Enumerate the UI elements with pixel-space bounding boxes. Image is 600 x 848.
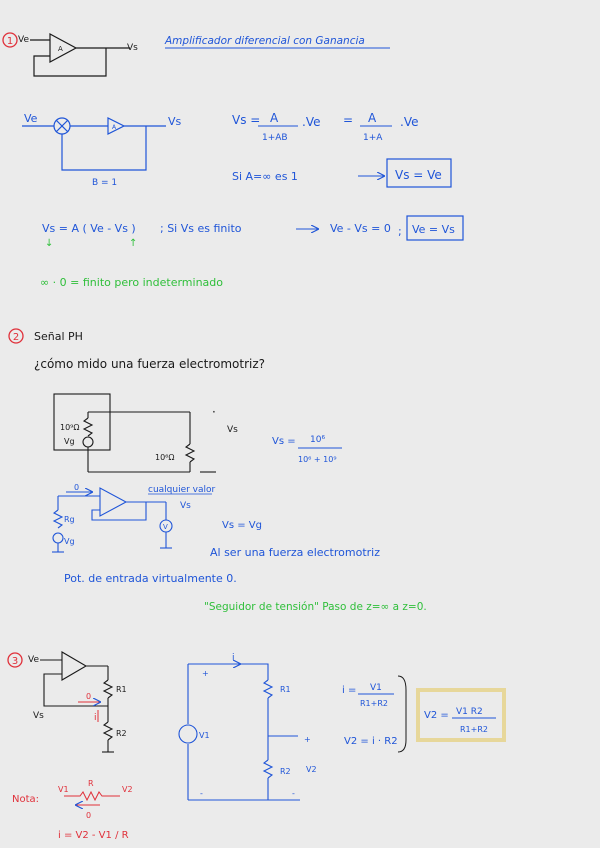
amp-current-i: i: [94, 713, 97, 723]
al-ser-note: Al ser una fuerza electromotriz: [210, 546, 380, 559]
source-v1: [179, 725, 197, 743]
eq-ve2: .Ve: [400, 115, 419, 129]
circuit-v2-plus: +: [304, 735, 311, 744]
note-formula: i = V2 - V1 / R: [58, 830, 129, 841]
current-zero-label: 0: [74, 483, 80, 492]
eq-difference-zero: Ve - Vs = 0: [330, 222, 391, 235]
eq-separator: ;: [398, 225, 402, 238]
opamp-gain-label: A: [58, 45, 63, 53]
divider-lhs: Vs =: [272, 436, 296, 447]
ph-probe-circuit: [54, 394, 216, 472]
note-label: Nota:: [12, 794, 40, 805]
emf-question: ¿cómo mido una fuerza electromotriz?: [34, 357, 266, 371]
source-minus: -: [200, 789, 203, 798]
note-r: R: [88, 779, 94, 788]
divider-r2: [264, 760, 272, 778]
follower-opamp: [100, 488, 126, 516]
note-resistor: [64, 792, 120, 800]
divider-r1: [264, 680, 272, 698]
source-vg: [83, 437, 93, 447]
arrow-down-mark: ↓: [45, 238, 54, 249]
circuit-r1-label: R1: [280, 685, 291, 694]
amp-current-zero: 0: [86, 692, 92, 701]
r-load-label: 10⁶Ω: [155, 453, 175, 462]
feedback-block-diagram: [22, 118, 166, 170]
divider-num: 10⁶: [310, 435, 326, 445]
circuit-v1-label: V1: [199, 731, 210, 740]
indeterminate-note: ∞ · 0 = finito pero indeterminado: [40, 276, 223, 289]
amp-r2-label: R2: [116, 729, 127, 738]
block-in-label: Ve: [24, 112, 38, 125]
block-gain-label: A: [112, 124, 117, 131]
i-den: R1+R2: [360, 699, 388, 708]
circuit-r2-label: R2: [280, 767, 291, 776]
section-1-title: Amplificador diferencial con Ganancia: [165, 35, 365, 47]
r-top-label: 10⁹Ω: [60, 423, 80, 432]
follower-note: "Seguidor de tensión" Paso de z=∞ a z=0.: [204, 601, 427, 613]
eq-if-infinite: Si A=∞ es 1: [232, 170, 298, 183]
section-number: 3: [11, 656, 19, 667]
resistor-rg: [54, 510, 62, 528]
eq-equals: =: [343, 113, 354, 127]
i-lhs: i =: [342, 685, 357, 696]
section-number: 2: [12, 332, 20, 343]
divider-top-wire: [188, 664, 268, 680]
vs-label: Vs: [227, 425, 238, 435]
eq-a2: A: [368, 111, 377, 125]
circuit-v2-label: V2: [306, 765, 317, 774]
meter-label: V: [163, 523, 168, 531]
opamp-feedback-wire: [34, 48, 106, 76]
probe-box: [54, 394, 110, 450]
opamp-follower-diagram: [30, 34, 130, 76]
eq-ve1: .Ve: [302, 115, 321, 129]
box-num: V1 R2: [456, 707, 483, 717]
result-1: Vs = Ve: [395, 168, 442, 182]
eq-den1: 1+AB: [262, 133, 288, 143]
section-2-title: Señal PH: [34, 330, 83, 343]
eq-den2: 1+A: [363, 133, 383, 143]
opamp-in-label: Ve: [18, 35, 29, 45]
result-2: Ve = Vs: [412, 223, 455, 236]
block-out-label: Vs: [168, 115, 182, 128]
note-zero: 0: [86, 811, 92, 820]
circuit-i-label: i: [232, 653, 235, 663]
arrow-up-mark: ↑: [129, 238, 138, 249]
resistor-1e6: [186, 444, 194, 462]
divider-den: 10⁶ + 10⁹: [298, 455, 337, 464]
section-1: [3, 33, 463, 289]
amp-vs-label: Vs: [33, 711, 44, 721]
section-3: [8, 652, 504, 841]
feedback-path: [62, 126, 146, 170]
feedback-beta-label: B = 1: [92, 178, 118, 188]
vg-label: Vg: [64, 437, 75, 446]
resistor-r2: [104, 722, 112, 740]
amp-feedback: [44, 674, 108, 706]
brace: [398, 676, 406, 752]
follower-vs-label: Vs: [180, 501, 191, 511]
amp-opamp: [62, 652, 86, 680]
circuit-v2-minus: -: [292, 789, 295, 798]
eq-a1: A: [270, 111, 279, 125]
amp-r1-label: R1: [116, 685, 127, 694]
resistor-1e9: [84, 418, 92, 436]
probe-dot: ·: [212, 405, 216, 419]
non-inverting-amp: [40, 652, 114, 752]
i-num: V1: [370, 683, 382, 693]
section-2: [9, 329, 427, 613]
pot-input-note: Pot. de entrada virtualmente 0.: [64, 572, 237, 585]
resistor-r1: [104, 680, 112, 698]
opamp-symbol: [50, 34, 76, 62]
opamp-out-label: Vs: [127, 43, 138, 53]
source-plus: +: [202, 669, 209, 678]
any-value-label: cualquier valor: [148, 485, 216, 495]
vg2-label: Vg: [64, 537, 75, 546]
note-v2: V2: [122, 785, 133, 794]
v2-equation: V2 = i · R2: [344, 736, 398, 747]
box-den: R1+R2: [460, 725, 488, 734]
section-number: 1: [6, 36, 14, 47]
source-vg2: [53, 533, 63, 543]
eq-if-finite: ; Si Vs es finito: [160, 222, 242, 235]
eq-vs-loop: Vs = A ( Ve - Vs ): [42, 222, 136, 235]
box-lhs: V2 =: [424, 710, 449, 721]
note-v1: V1: [58, 785, 69, 794]
vs-equals-vg: Vs = Vg: [222, 520, 262, 531]
amp-ve-label: Ve: [28, 655, 39, 665]
rg-label: Rg: [64, 515, 75, 524]
eq-vs: Vs =: [232, 113, 261, 127]
